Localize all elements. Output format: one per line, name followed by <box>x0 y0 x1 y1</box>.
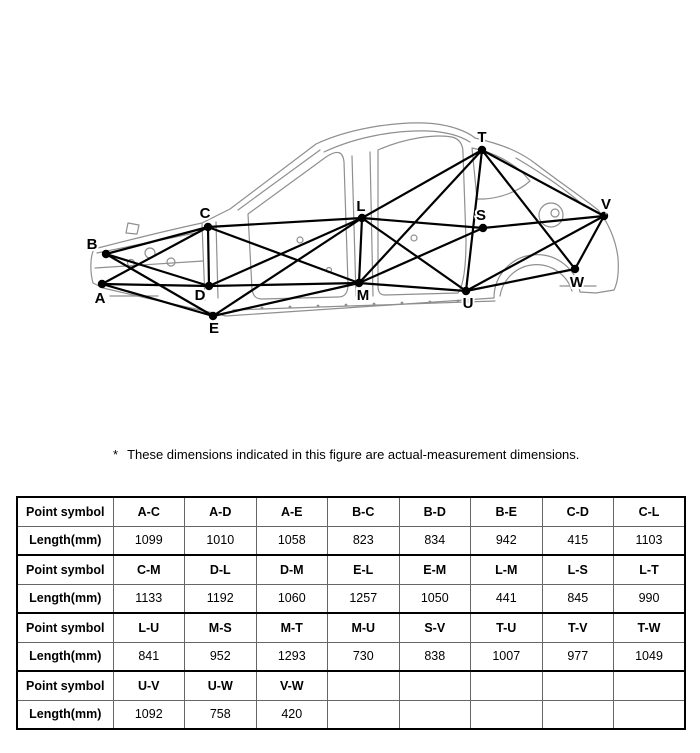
length-row <box>17 584 685 613</box>
symbol-cell-C-M: C-M <box>113 555 185 584</box>
length-cell-empty <box>614 700 686 729</box>
footnote-asterisk: * <box>113 447 119 462</box>
symbol-cell-A-D: A-D <box>185 497 257 526</box>
point-label-M: M <box>356 287 370 304</box>
length-cell-1007: 1007 <box>471 642 543 671</box>
symbol-cell-E-M: E-M <box>399 555 471 584</box>
footnote <box>113 447 579 462</box>
length-cell-empty <box>471 700 543 729</box>
point-label-C: C <box>199 205 211 222</box>
symbol-cell-B-C: B-C <box>328 497 400 526</box>
length-cell-empty <box>542 700 614 729</box>
length-cell-1050: 1050 <box>399 584 471 613</box>
point-label-B: B <box>86 236 98 253</box>
symbol-cell-empty <box>399 671 471 700</box>
measurement-line-E-L <box>213 218 362 316</box>
symbol-cell-L-S: L-S <box>542 555 614 584</box>
length-cell-1049: 1049 <box>614 642 686 671</box>
length-cell-841: 841 <box>113 642 185 671</box>
dimensions-table-wrap <box>16 496 686 730</box>
length-cell-1192: 1192 <box>185 584 257 613</box>
length-row <box>17 642 685 671</box>
length-cell-415: 415 <box>542 526 614 555</box>
point-label-S: S <box>475 207 487 224</box>
measurement-line-E-M <box>213 283 359 316</box>
cowl-bracket <box>126 223 139 234</box>
symbol-cell-C-D: C-D <box>542 497 614 526</box>
length-row <box>17 700 685 729</box>
fuel-filler-cap <box>551 209 559 217</box>
point-marker-E <box>209 312 217 320</box>
row-header-symbol: Point symbol <box>17 613 113 642</box>
point-label-W: W <box>569 274 585 291</box>
symbol-cell-D-M: D-M <box>256 555 328 584</box>
length-cell-758: 758 <box>185 700 257 729</box>
point-marker-T <box>478 146 486 154</box>
engine-bay-hole-1 <box>167 258 175 266</box>
symbol-cell-E-L: E-L <box>328 555 400 584</box>
symbol-row <box>17 613 685 642</box>
point-marker-A <box>98 280 106 288</box>
symbol-cell-empty <box>614 671 686 700</box>
measurement-line-C-L <box>208 218 362 227</box>
point-marker-W <box>571 265 579 273</box>
symbol-row <box>17 497 685 526</box>
length-cell-1092: 1092 <box>113 700 185 729</box>
row-header-symbol: Point symbol <box>17 555 113 584</box>
symbol-cell-M-U: M-U <box>328 613 400 642</box>
length-cell-823: 823 <box>328 526 400 555</box>
length-cell-977: 977 <box>542 642 614 671</box>
length-cell-1103: 1103 <box>614 526 686 555</box>
symbol-cell-U-W: U-W <box>185 671 257 700</box>
symbol-cell-T-W: T-W <box>614 613 686 642</box>
symbol-cell-empty <box>542 671 614 700</box>
row-header-length: Length(mm) <box>17 584 113 613</box>
measurement-line-L-M <box>359 218 362 283</box>
length-cell-838: 838 <box>399 642 471 671</box>
length-cell-1099: 1099 <box>113 526 185 555</box>
front-door-aperture <box>248 152 348 299</box>
symbol-cell-M-T: M-T <box>256 613 328 642</box>
length-cell-1257: 1257 <box>328 584 400 613</box>
measurement-line-B-C <box>106 227 208 254</box>
length-cell-834: 834 <box>399 526 471 555</box>
length-cell-1133: 1133 <box>113 584 185 613</box>
symbol-cell-C-L: C-L <box>614 497 686 526</box>
point-marker-S <box>479 224 487 232</box>
footnote-text: These dimensions indicated in this figure are actual-measurement dimensions. <box>127 447 580 462</box>
door-hole-2 <box>411 235 417 241</box>
length-cell-1010: 1010 <box>185 526 257 555</box>
length-cell-952: 952 <box>185 642 257 671</box>
length-cell-942: 942 <box>471 526 543 555</box>
windshield-inner-line <box>238 150 320 210</box>
symbol-cell-B-D: B-D <box>399 497 471 526</box>
symbol-cell-empty <box>471 671 543 700</box>
point-label-T: T <box>477 129 487 146</box>
measurement-line-U-W <box>466 269 575 291</box>
point-marker-C <box>204 223 212 231</box>
row-header-symbol: Point symbol <box>17 497 113 526</box>
row-header-length: Length(mm) <box>17 700 113 729</box>
point-label-E: E <box>208 320 220 337</box>
point-marker-B <box>102 250 110 258</box>
point-label-D: D <box>194 287 206 304</box>
point-label-V: V <box>600 196 612 213</box>
measurement-line-M-U <box>359 283 466 291</box>
length-cell-1058: 1058 <box>256 526 328 555</box>
point-marker-L <box>358 214 366 222</box>
symbol-cell-L-U: L-U <box>113 613 185 642</box>
length-cell-empty <box>328 700 400 729</box>
symbol-cell-M-S: M-S <box>185 613 257 642</box>
measurement-line-B-D <box>106 254 209 286</box>
measurement-line-A-C <box>102 227 208 284</box>
b-pillar-edge-front <box>352 156 356 296</box>
length-cell-empty <box>399 700 471 729</box>
length-cell-420: 420 <box>256 700 328 729</box>
length-cell-730: 730 <box>328 642 400 671</box>
point-label-U: U <box>462 295 474 312</box>
length-cell-441: 441 <box>471 584 543 613</box>
measurement-line-A-D <box>102 284 209 286</box>
roof-inner-line <box>324 131 470 152</box>
symbol-cell-A-C: A-C <box>113 497 185 526</box>
point-marker-M <box>355 279 363 287</box>
symbol-cell-A-E: A-E <box>256 497 328 526</box>
symbol-cell-V-W: V-W <box>256 671 328 700</box>
symbol-cell-empty <box>328 671 400 700</box>
row-header-length: Length(mm) <box>17 642 113 671</box>
point-label-L: L <box>356 198 366 215</box>
door-hole-1 <box>297 237 303 243</box>
measurement-line-C-D <box>208 227 209 286</box>
point-marker-D <box>205 282 213 290</box>
symbol-cell-L-T: L-T <box>614 555 686 584</box>
symbol-cell-B-E: B-E <box>471 497 543 526</box>
symbol-cell-T-U: T-U <box>471 613 543 642</box>
point-marker-U <box>462 287 470 295</box>
symbol-row <box>17 671 685 700</box>
length-cell-990: 990 <box>614 584 686 613</box>
length-row <box>17 526 685 555</box>
dimensions-table <box>16 496 686 730</box>
symbol-row <box>17 555 685 584</box>
symbol-cell-U-V: U-V <box>113 671 185 700</box>
point-marker-V <box>600 212 608 220</box>
measurement-line-D-M <box>209 283 359 286</box>
point-label-A: A <box>94 290 106 307</box>
symbol-cell-L-M: L-M <box>471 555 543 584</box>
row-header-symbol: Point symbol <box>17 671 113 700</box>
symbol-cell-T-V: T-V <box>542 613 614 642</box>
length-cell-845: 845 <box>542 584 614 613</box>
length-cell-1060: 1060 <box>256 584 328 613</box>
row-header-length: Length(mm) <box>17 526 113 555</box>
symbol-cell-S-V: S-V <box>399 613 471 642</box>
symbol-cell-D-L: D-L <box>185 555 257 584</box>
length-cell-1293: 1293 <box>256 642 328 671</box>
rear-wheel-arch-inner <box>500 265 572 296</box>
